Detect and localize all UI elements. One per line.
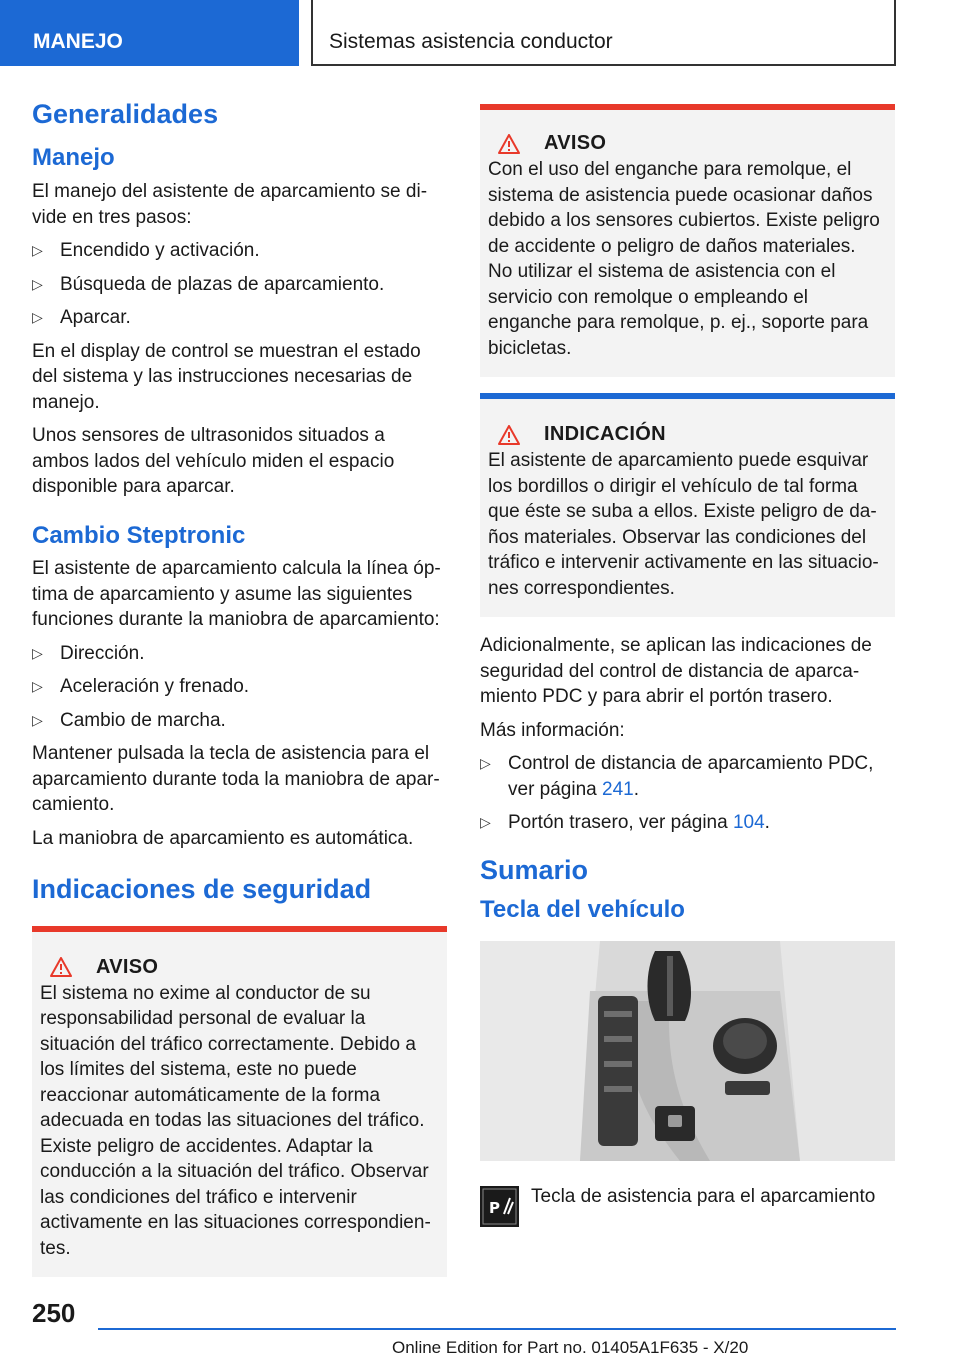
triangle-bullet-icon: ▷ (32, 678, 43, 695)
heading-seguridad: Indicaciones de seguridad (32, 874, 372, 905)
heading-tecla: Tecla del vehículo (480, 895, 685, 923)
steps-list (32, 238, 447, 331)
paragraph-display: En el display de control se muestran el estado del sistema y las instrucciones necesarias de manejo. (32, 340, 421, 413)
triangle-bullet-icon: ▷ (32, 242, 43, 259)
edition-text: Online Edition for Part no. 01405A1F635 - X/20 (392, 1338, 749, 1357)
paragraph-mantener: Mantener pulsada la tecla de asistencia para el aparcamiento durante toda la maniobra de aparcamiento. (32, 743, 440, 816)
parking-assistant-button-icon (480, 1186, 519, 1227)
list-item: ▷ Encendido y activación. (32, 238, 447, 264)
warning-box (32, 926, 447, 1278)
notice-text: El asistente de aparcamiento puede esquivar los bordillos o dirigir el vehículo de tal forma que éste se suba a ellos. Existe peligro de daños materiales. Observar las condiciones del tráfico e intervenir activamente en las situaciones correspondientes. (488, 450, 879, 599)
triangle-bullet-icon: ▷ (480, 814, 491, 830)
triangle-bullet-icon: ▷ (32, 275, 43, 292)
right-column (480, 104, 895, 1227)
paragraph-mas-info: Más información: (480, 719, 625, 741)
page-link-241[interactable]: 241 (602, 778, 634, 800)
warning-text: Con el uso del enganche para remolque, el sistema de asistencia puede ocasionar daños debido a los sensores cubiertos. Existe peligro de accidente o peligro de daños materiales. No utilizar el sistema de asistencia con el servicio con remolque o empleando el enganche para remolque, p. ej., soporte para bicicletas. (488, 159, 880, 359)
page-number: 250 (32, 1298, 76, 1328)
list-item: ▷ Aparcar. (32, 305, 447, 331)
list-item: ▷ Búsqueda de plazas de aparcamiento. (32, 272, 447, 298)
triangle-bullet-icon: ▷ (32, 644, 43, 661)
figure-caption (480, 1186, 895, 1227)
triangle-bullet-icon: ▷ (32, 309, 43, 326)
warning-title: AVISO (96, 955, 159, 978)
heading-generalidades: Generalidades (32, 99, 219, 129)
list-item: ▷ Dirección. (32, 641, 447, 667)
notice-box (480, 393, 895, 617)
heading-sumario: Sumario (480, 854, 589, 885)
functions-list (32, 641, 447, 734)
notice-title: INDICACIÓN (544, 423, 666, 445)
paragraph-sensores: Unos sensores de ultrasonidos situados a ambos lados del vehículo miden el espacio disponible para aparcar. (32, 425, 395, 498)
warning-text: El sistema no exime al conductor de su responsabilidad personal de evaluar la situación del tráfico correctamente. Debido a los límites del sistema, este no puede reaccionar automáticamente de la forma adecuada en todas las situaciones del tráfico. Existe peligro de accidentes. Adaptar la conducción a la situación del tráfico. Observar las condiciones del tráfico e intervenir activamente en las situaciones correspondientes. (40, 982, 431, 1259)
left-column (32, 98, 447, 1293)
paragraph-automatica: La maniobra de aparcamiento es automática. (32, 827, 414, 849)
list-item: ▷ Cambio de marcha. (32, 708, 447, 734)
list-item: ▷ Aceleración y frenado. (32, 674, 447, 700)
footer-divider (98, 1328, 896, 1330)
heading-steptronic: Cambio Steptronic (32, 521, 246, 549)
vehicle-console-photo (480, 941, 895, 1161)
list-item: ▷ Control de distancia de aparcamiento PDC, ver página 241. (480, 753, 874, 800)
warning-box (480, 104, 895, 377)
references-list (480, 751, 895, 836)
page-header (0, 0, 960, 66)
caption-text: Tecla de asistencia para el aparcamiento (531, 1185, 876, 1207)
warning-triangle-icon (50, 957, 72, 977)
warning-triangle-icon (498, 134, 520, 154)
warning-title: AVISO (544, 132, 607, 154)
warning-triangle-icon (498, 425, 520, 445)
paragraph-manejo: El manejo del asistente de aparcamiento se divide en tres pasos: (32, 181, 428, 228)
svg-text:P: P (489, 1198, 500, 1217)
paragraph-adicional: Adicionalmente, se aplican las indicaciones de seguridad del control de distancia de aparcamiento PDC y para abrir el portón trasero. (480, 635, 872, 707)
section-tab: MANEJO (0, 0, 299, 66)
triangle-bullet-icon: ▷ (32, 711, 43, 728)
list-item: ▷ Portón trasero, ver página 104. (480, 810, 895, 836)
triangle-bullet-icon: ▷ (480, 755, 491, 771)
chapter-title: Sistemas asistencia conductor (311, 0, 896, 66)
paragraph-steptronic: El asistente de aparcamiento calcula la línea óptima de aparcamiento y asume las siguientes funciones durante la maniobra de aparcamiento: (32, 558, 441, 631)
heading-manejo: Manejo (32, 144, 115, 172)
page-link-104[interactable]: 104 (732, 812, 765, 833)
